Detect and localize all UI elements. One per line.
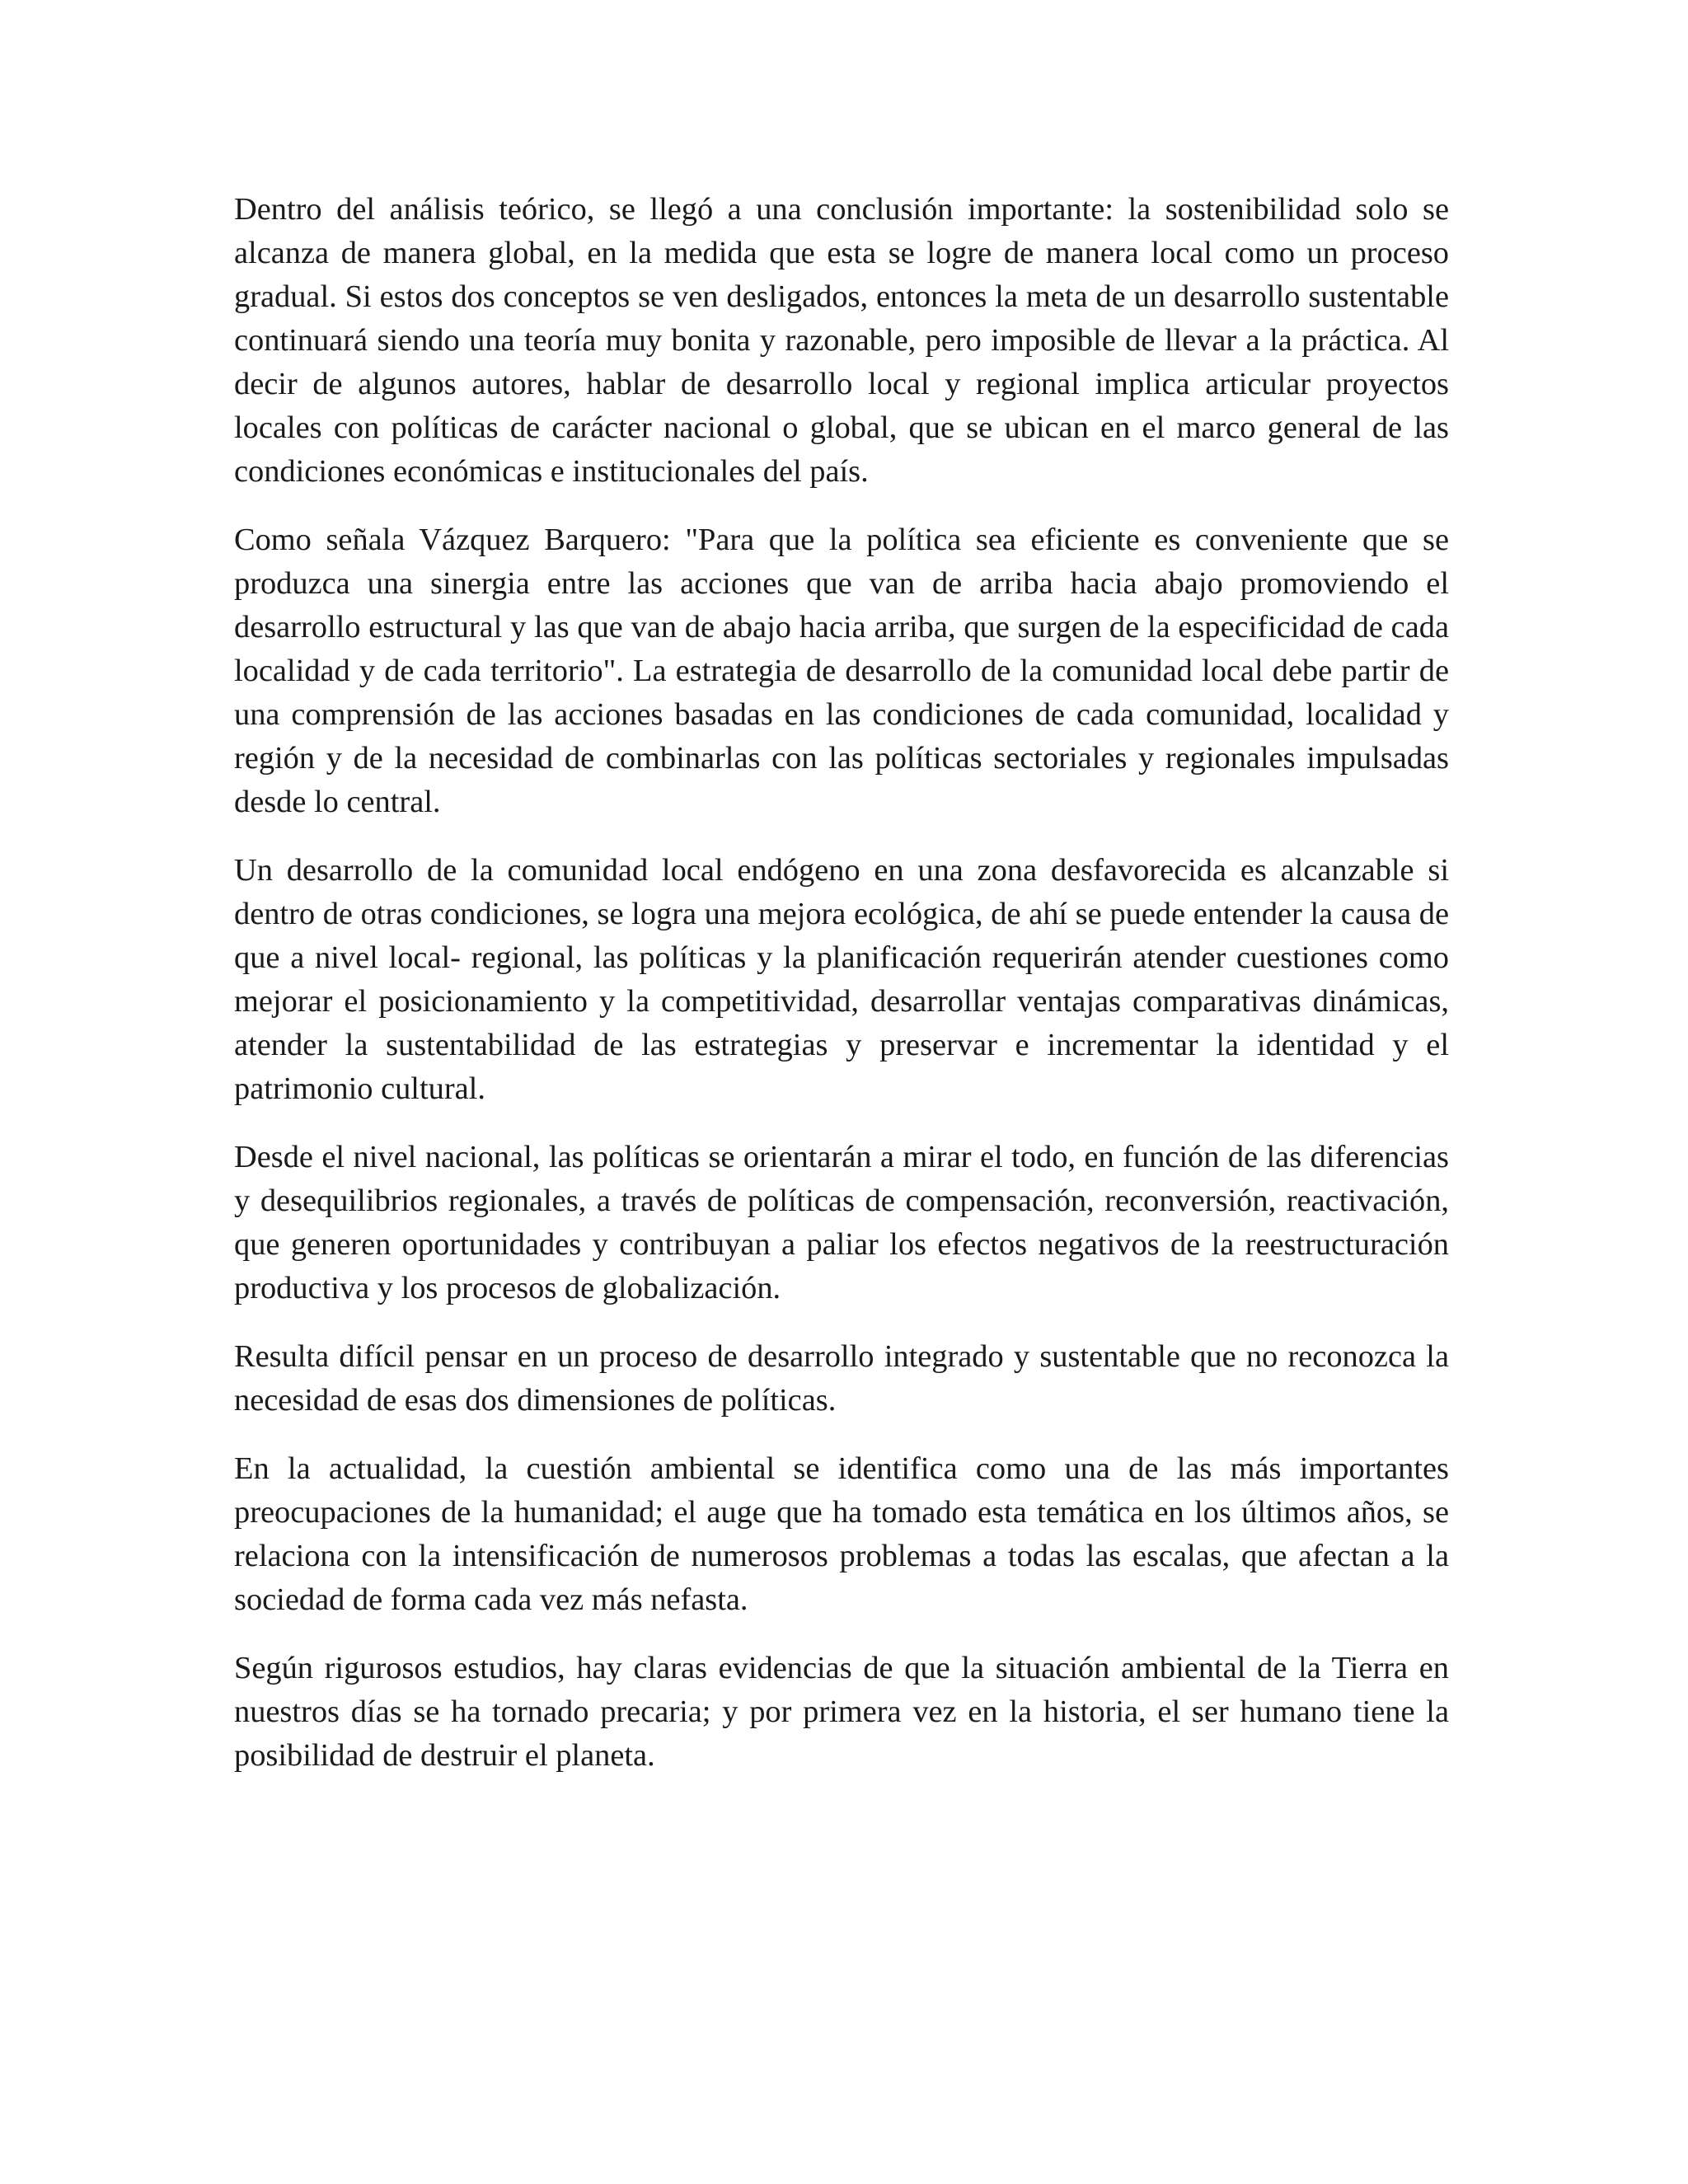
paragraph-2: Como señala Vázquez Barquero: "Para que la política sea eficiente es conveniente que se produzca una sinergia entre las acciones que van de arriba hacia abajo promoviendo el desarrollo estructural y las que van de abajo hacia arriba, que surgen de la especificidad de cada localidad y de cada territorio". La estrategia de desarrollo de la comunidad local debe partir de una comprensión de las acciones basadas en las condiciones de cada comunidad, localidad y región y de la necesidad de combinarlas con las políticas sectoriales y regionales impulsadas desde lo central. <box>234 523 1449 819</box>
paragraph-7: Según rigurosos estudios, hay claras evidencias de que la situación ambiental de la Tierra en nuestros días se ha tornado precaria; y por primera vez en la historia, el ser humano tiene la posibilidad de destruir el planeta. <box>234 1651 1449 1773</box>
paragraph-4: Desde el nivel nacional, las políticas se orientarán a mirar el todo, en función de las diferencias y desequilibrios regionales, a través de políticas de compensación, reconversión, reactivación, que generen oportunidades y contribuyan a paliar los efectos negativos de la reestructuración productiva y los procesos de globalización. <box>234 1140 1449 1305</box>
paragraph-6: En la actualidad, la cuestión ambiental se identifica como una de las más importantes preocupaciones de la humanidad; el auge que ha tomado esta temática en los últimos años, se relaciona con la intensificación de numerosos problemas a todas las escalas, que afectan a la sociedad de forma cada vez más nefasta. <box>234 1451 1449 1617</box>
document-body <box>234 188 1449 1778</box>
paragraph-3: Un desarrollo de la comunidad local endógeno en una zona desfavorecida es alcanzable si dentro de otras condiciones, se logra una mejora ecológica, de ahí se puede entender la causa de que a nivel local- regional, las políticas y la planificación requerirán atender cuestiones como mejorar el posicionamiento y la competitividad, desarrollar ventajas comparativas dinámicas, atender la sustentabilidad de las estrategias y preservar e incrementar la identidad y el patrimonio cultural. <box>234 853 1449 1106</box>
paragraph-5: Resulta difícil pensar en un proceso de desarrollo integrado y sustentable que no reconozca la necesidad de esas dos dimensiones de políticas. <box>234 1339 1449 1418</box>
paragraph-1: Dentro del análisis teórico, se llegó a una conclusión importante: la sostenibilidad solo se alcanza de manera global, en la medida que esta se logre de manera local como un proceso gradual. Si estos dos conceptos se ven desligados, entonces la meta de un desarrollo sustentable continuará siendo una teoría muy bonita y razonable, pero imposible de llevar a la práctica. Al decir de algunos autores, hablar de desarrollo local y regional implica articular proyectos locales con políticas de carácter nacional o global, que se ubican en el marco general de las condiciones económicas e institucionales del país. <box>234 192 1449 489</box>
